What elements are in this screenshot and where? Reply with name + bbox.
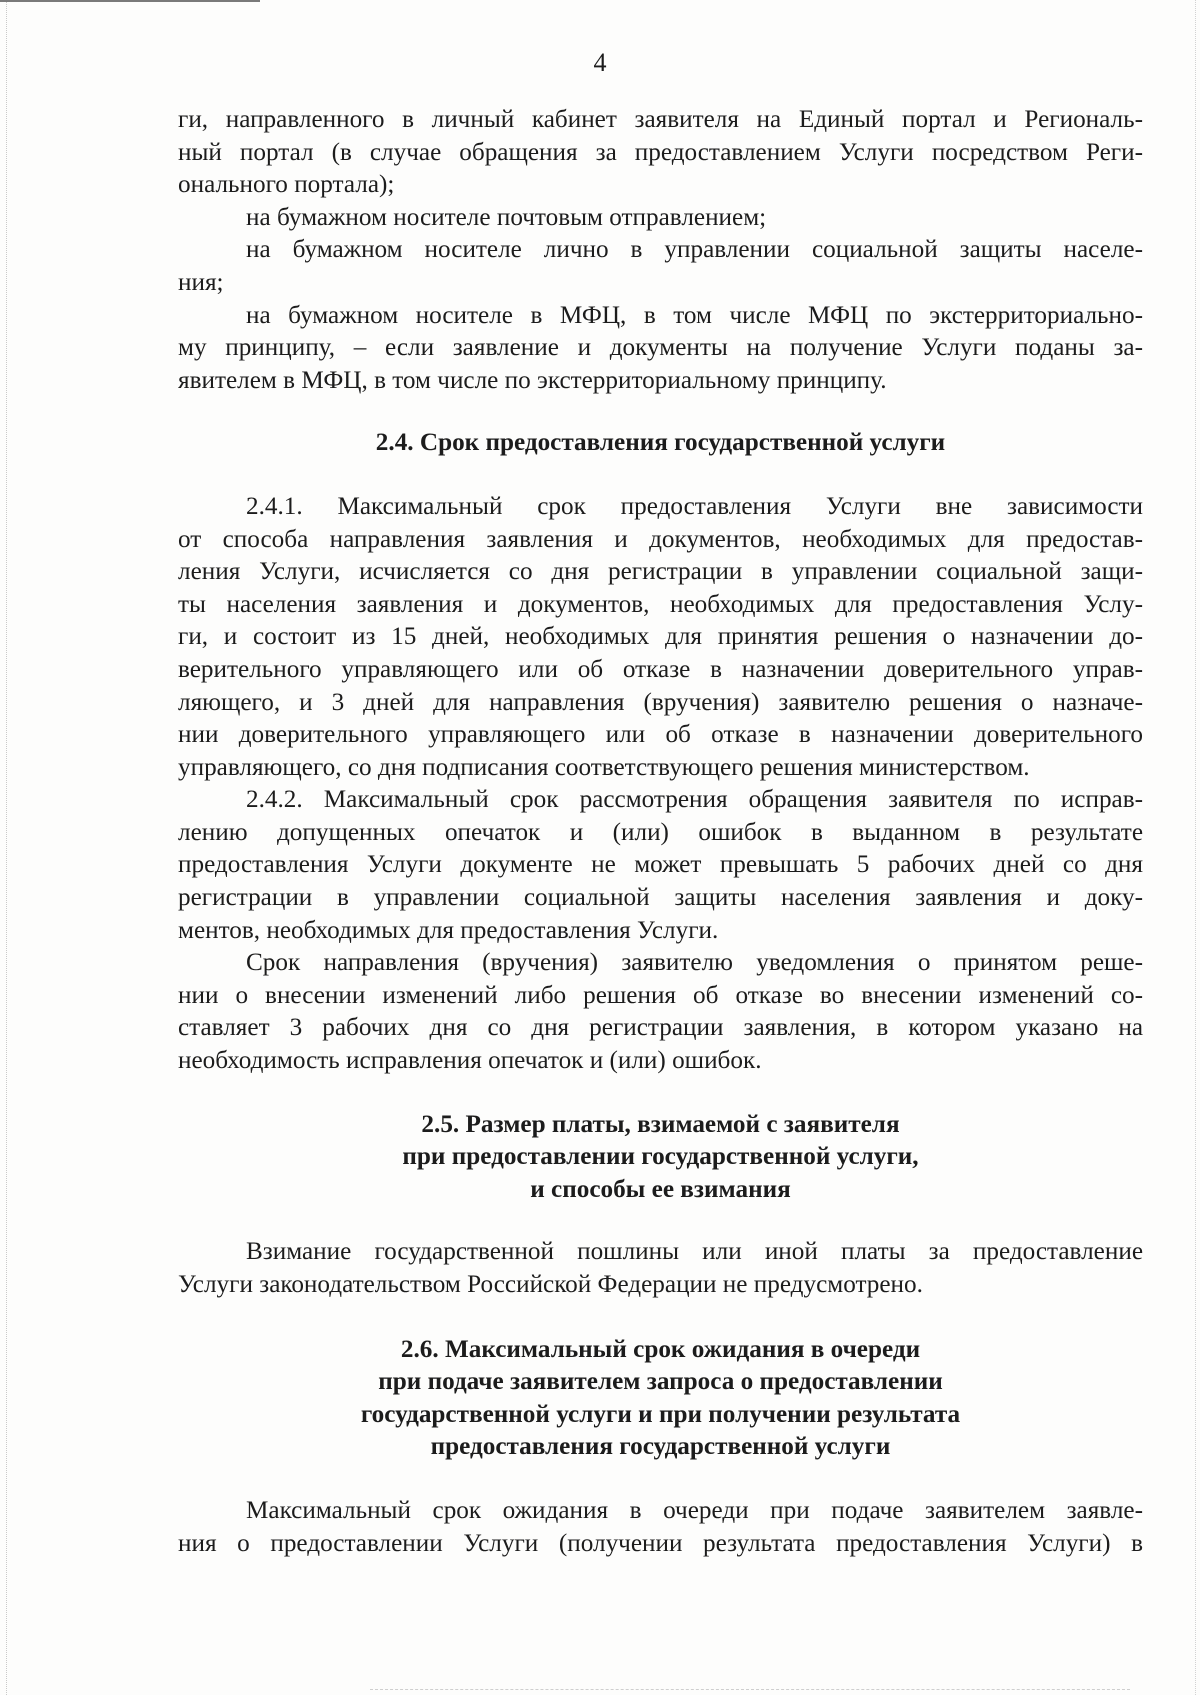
text-line: ги, направленного в личный кабинет заявителя на Единый портал и Региональ- (178, 106, 1143, 133)
paragraph-2-6 (178, 1495, 1143, 1560)
section-heading-2-5 (178, 1109, 1143, 1207)
text-line: нии доверительного управляющего или об отказе в назначении доверительного (178, 721, 1143, 749)
text-line: ты населения заявления и документов, необходимых для предоставления Услу- (178, 590, 1143, 618)
document-body (178, 104, 1143, 1560)
delivery-method-item (178, 234, 1143, 299)
paragraph-2-4-notice-term (178, 947, 1143, 1077)
scan-edge-top (0, 0, 260, 2)
heading-line: 2.4. Срок предоставления государственной услуги (375, 429, 946, 457)
text-line: ляющего, и 3 дней для направления (вручения) заявителю решения о назначе- (178, 688, 1143, 716)
text-line: управляющего, со дня подписания соответствующего решения министерством. (178, 753, 1030, 781)
heading-line: 2.6. Максимальный срок ожидания в очереди (400, 1335, 921, 1363)
text-line: Максимальный срок ожидания в очереди при подаче заявителем заявле- (246, 1496, 1143, 1524)
text-line: ставляет 3 рабочих дня со дня регистрации заявления, в котором указано на (178, 1014, 1143, 1042)
text-line: Срок направления (вручения) заявителю уведомления о принятом реше- (246, 949, 1143, 977)
text-line: ния; (178, 268, 224, 296)
text-line: ный портал (в случае обращения за предоставлением Услуги посредством Реги- (178, 138, 1143, 166)
text-line: 2.4.1. Максимальный срок предоставления Услуги вне зависимости (246, 492, 1143, 520)
text-line: Услуги законодательством Российской Федерации не предусмотрено. (178, 1271, 923, 1298)
heading-line: предоставления государственной услуги (430, 1433, 891, 1461)
section-heading-2-4 (178, 427, 1143, 460)
text-line: на бумажном носителе почтовым отправлением; (246, 203, 767, 231)
paragraph-2-4-1 (178, 491, 1143, 784)
text-line: от способа направления заявления и документов, необходимых для предостав- (178, 525, 1143, 553)
heading-line: при предоставлении государственной услуги, (402, 1143, 919, 1171)
heading-line: государственной услуги и при получении результата (360, 1400, 961, 1428)
paragraph-2-4-2 (178, 784, 1143, 947)
heading-line: и способы ее взимания (530, 1175, 791, 1203)
text-line: необходимость исправления опечаток и (или) ошибок. (178, 1047, 762, 1075)
scan-edge-right (1195, 0, 1196, 1695)
scan-edge-bottom (370, 1689, 1130, 1690)
heading-line: при подаче заявителем запроса о предоставлении (378, 1368, 943, 1396)
text-line: на бумажном носителе в МФЦ, в том числе МФЦ по экстерриториально- (246, 301, 1143, 329)
text-line: явителем в МФЦ, в том числе по экстерриториальному принципу. (178, 366, 887, 394)
text-line: му принципу, – если заявление и документы на получение Услуги поданы за- (178, 334, 1143, 362)
scan-edge-left (6, 0, 7, 1695)
text-line: ги, и состоит из 15 дней, необходимых для принятия решения о назначении до- (178, 623, 1143, 651)
delivery-method-item (178, 300, 1143, 398)
text-line: ления Услуги, исчисляется со дня регистрации в управлении социальной защи- (178, 558, 1143, 586)
text-line: Взимание государственной пошлины или иной платы за предоставление (246, 1238, 1143, 1266)
text-line: лению допущенных опечаток и (или) ошибок в выданном в результате (178, 818, 1143, 846)
text-line: онального портала); (178, 171, 395, 199)
text-line: предоставления Услуги документе не может превышать 5 рабочих дней со дня (178, 851, 1143, 879)
text-line: на бумажном носителе лично в управлении социальной защиты населе- (246, 236, 1143, 264)
section-heading-2-6 (178, 1334, 1143, 1464)
text-line: 2.4.2. Максимальный срок рассмотрения обращения заявителя по исправ- (246, 786, 1143, 814)
text-line: ментов, необходимых для предоставления Услуги. (178, 916, 719, 944)
text-line: нии о внесении изменений либо решения об отказе во внесении изменений со- (178, 981, 1143, 1009)
paragraph-2-5 (178, 1236, 1143, 1301)
intro-paragraph (178, 104, 1143, 202)
text-line: регистрации в управлении социальной защиты населения заявления и доку- (178, 884, 1143, 912)
text-line: ния о предоставлении Услуги (получении результата предоставления Услуги) в (178, 1529, 1143, 1557)
page-number: 4 (593, 48, 607, 77)
delivery-method-item (178, 202, 1143, 235)
text-line: верительного управляющего или об отказе в назначении доверительного управ- (178, 655, 1143, 683)
heading-line: 2.5. Размер платы, взимаемой с заявителя (421, 1110, 900, 1138)
